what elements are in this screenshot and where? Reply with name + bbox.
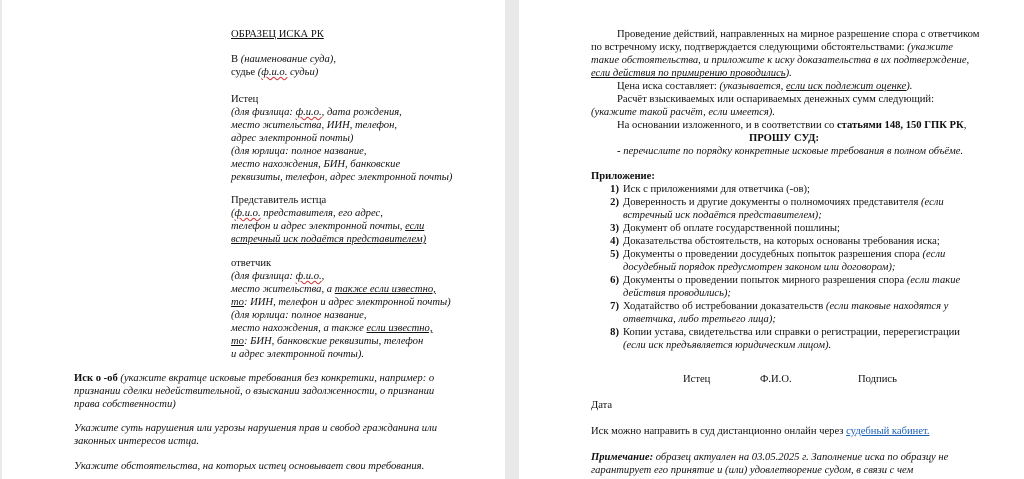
rep-l2a: телефон и адрес электронной почты, <box>231 221 406 232</box>
appendix-heading: Приложение: <box>591 171 655 182</box>
item-text-cont: досудебный порядок предусмотрен законом или договором); <box>623 262 896 273</box>
date-label: Дата <box>591 400 613 411</box>
item-number: 2) <box>610 197 619 208</box>
online-text: Иск можно направить в суд дистанционно онлайн через <box>591 426 847 437</box>
item-number: 5) <box>610 249 619 260</box>
signature-sign: Подпись <box>858 374 897 385</box>
ask-line <box>617 145 963 158</box>
def-l2a: место жительства, а <box>231 284 335 295</box>
basis-articles: статьями 148, 150 ГПК РК <box>836 120 964 131</box>
item-text-cont: (если иск предъявляется юридическим лицом). <box>623 340 832 351</box>
price-hint: (указывается, <box>719 81 786 92</box>
plaintiff-l1b: , дата рождения, <box>321 107 402 118</box>
price-hint-end: ). <box>906 81 913 92</box>
item-text: Иск с приложениями для ответчика (-ов); <box>623 184 810 195</box>
defendant-line-1 <box>231 270 324 283</box>
basis-line <box>617 119 966 132</box>
def-l1-fio: ф.и.о. <box>295 271 322 282</box>
ask-heading: ПРОШУ СУД: <box>749 133 819 144</box>
ask-text: перечислите по порядку конкретные исковые требования в полном объёме. <box>623 146 964 157</box>
def-l6b: : БИН, банковские реквизиты, телефон <box>243 336 424 347</box>
signature-plaintiff: Истец <box>683 374 711 385</box>
left-page <box>2 0 505 479</box>
ask-dash: - <box>617 146 624 157</box>
representative-heading: Представитель истца <box>231 195 327 206</box>
peace-line-1: Проведение действий, направленных на мирное разрешение спора с ответчиком <box>617 29 980 40</box>
judge-line <box>231 66 318 79</box>
defendant-line-7: и адрес электронной почты). <box>231 349 364 360</box>
defendant-line-5 <box>231 322 433 335</box>
plaintiff-line-3: адрес электронной почты) <box>231 133 354 144</box>
item-text-hint: (если <box>922 249 946 260</box>
price-line <box>617 80 912 93</box>
def-l2u: также если известно, <box>334 284 436 295</box>
item-text <box>623 248 945 261</box>
price-hint-underlined: если иск подлежит оценке <box>785 81 907 92</box>
item-text <box>623 300 948 313</box>
item-text-cont: ответчика, либо третьего лица); <box>623 314 776 325</box>
item-text-main: Документы о проведении попыток мирного разрешения спора <box>623 275 907 286</box>
claim-title: Иск о -об <box>74 373 118 384</box>
basis-text: На основании изложенного, и в соответствии со <box>617 120 837 131</box>
item-text-cont: действия проводились); <box>623 288 731 299</box>
item-number: 1) <box>610 184 619 195</box>
peace-l2a: по встречному иску, подтверждается следующими обстоятельствами: <box>591 42 908 53</box>
def-l6u: то <box>231 336 244 347</box>
item-text-hint: (если <box>920 197 944 208</box>
court-cabinet-link[interactable]: судебный кабинет. <box>846 426 930 437</box>
defendant-line-4: (для юрлица: полное название, <box>231 310 367 321</box>
right-page <box>519 0 1024 479</box>
def-l3u: то <box>231 297 244 308</box>
rep-l1b: представителя, его адрес, <box>260 208 383 219</box>
price-label: Цена иска составляет: <box>617 81 720 92</box>
plaintiff-line-4: (для юрлица: полное название, <box>231 146 367 157</box>
item-number: 4) <box>610 236 619 247</box>
claim-line-1 <box>74 372 434 385</box>
note-line-2: гарантирует его принятие и (или) удовлетворение судом, в связи с чем <box>591 465 914 476</box>
defendant-line-3 <box>231 296 451 309</box>
violation-line-1: Укажите суть нарушения или угрозы нарушения прав и свобод гражданина или <box>74 423 437 434</box>
court-hint: (наименование суда), <box>240 54 336 65</box>
item-number: 6) <box>610 275 619 286</box>
item-number: 8) <box>610 327 619 338</box>
calc-line-2: (укажите такой расчёт, если имеется). <box>591 107 775 118</box>
violation-line-2: законных интересов истца. <box>74 436 200 447</box>
peace-line-4 <box>591 67 792 80</box>
court-prefix: В <box>231 54 241 65</box>
peace-l4u: если действия по примирению проводились <box>591 68 786 79</box>
rep-l1a: ( <box>231 208 235 219</box>
online-line <box>591 425 930 438</box>
judge-hint-open: ( <box>257 67 262 78</box>
item-text-cont: встречный иск подаётся представителем); <box>623 210 822 221</box>
plaintiff-l1-fio: ф.и.о. <box>295 107 322 118</box>
basis-comma: , <box>963 120 967 131</box>
item-text-main: Ходатайство об истребовании доказательств <box>623 301 826 312</box>
item-text-hint: (если таковые находятся у <box>825 301 949 312</box>
item-text <box>623 196 944 209</box>
note-label: Примечание: <box>591 452 654 463</box>
plaintiff-l1a: (для физлица: <box>231 107 296 118</box>
item-text <box>623 274 960 287</box>
item-text: Документ об оплате государственной пошлины; <box>623 223 840 234</box>
defendant-heading: ответчик <box>231 258 272 269</box>
plaintiff-line-5: место нахождения, БИН, банковские <box>231 159 401 170</box>
def-l1b: , <box>321 271 325 282</box>
plaintiff-line-2: место жительства, ИИН, телефон, <box>231 120 398 131</box>
plaintiff-line-1 <box>231 106 402 119</box>
circumstances-line: Укажите обстоятельства, на которых истец основывает свои требования. <box>74 461 425 472</box>
note-line-1 <box>591 451 948 464</box>
note-text: образец актуален на 03.05.2025 г. Заполнение иска по образцу не <box>653 452 949 463</box>
def-l5u: если известно, <box>366 323 433 334</box>
claim-line-3: права собственности) <box>74 399 176 410</box>
item-text-main: Доверенность и другие документы о полномочиях представителя <box>623 197 921 208</box>
rep-l1-fio: ф.и.о. <box>234 208 261 219</box>
item-text-main: Документы о проведении досудебных попыток разрешения спора <box>623 249 923 260</box>
judge-prefix: судье <box>231 67 258 78</box>
plaintiff-line-6: реквизиты, телефон, адрес электронной почты) <box>231 172 453 183</box>
document-title: ОБРАЗЕЦ ИСКА РК <box>231 29 324 40</box>
claim-hint: (укажите вкратце исковые требования без конкретики, например: о <box>117 373 435 384</box>
claim-line-2: признании сделки недействительной, о взыскании задолженности, о признании <box>74 386 435 397</box>
plaintiff-heading: Истец <box>231 94 259 105</box>
peace-line-3: такие обстоятельства, и приложите к иску доказательства в их подтверждение, <box>591 55 970 66</box>
def-l1a: (для физлица: <box>231 271 296 282</box>
judge-hint-close: судьи) <box>287 67 319 78</box>
def-l5a: место нахождения, а также <box>231 323 367 334</box>
calc-line-1: Расчёт взыскиваемых или оспариваемых денежных сумм следующий: <box>617 94 935 105</box>
item-text: Доказательства обстоятельств, на которых основаны требования иска; <box>623 236 940 247</box>
peace-line-2 <box>591 41 953 54</box>
representative-line-2 <box>231 220 424 233</box>
representative-line-1 <box>231 207 383 220</box>
defendant-line-2 <box>231 283 436 296</box>
peace-l4b: ). <box>785 68 792 79</box>
item-text-hint: (если такие <box>906 275 961 286</box>
item-number: 7) <box>610 301 619 312</box>
signature-fio: Ф.И.О. <box>760 374 792 385</box>
peace-l2b: (укажите <box>907 42 953 53</box>
court-line <box>231 53 336 66</box>
judge-hint-fio: ф.и.о. <box>261 67 288 78</box>
rep-l2u: если <box>405 221 425 232</box>
defendant-line-6 <box>231 335 423 348</box>
def-l3b: : ИИН, телефон и адрес электронной почты) <box>243 297 451 308</box>
item-number: 3) <box>610 223 619 234</box>
item-text: Копии устава, свидетельства или справки о регистрации, перерегистрации <box>623 327 960 338</box>
representative-line-3: встречный иск подаётся представителем) <box>231 234 427 245</box>
